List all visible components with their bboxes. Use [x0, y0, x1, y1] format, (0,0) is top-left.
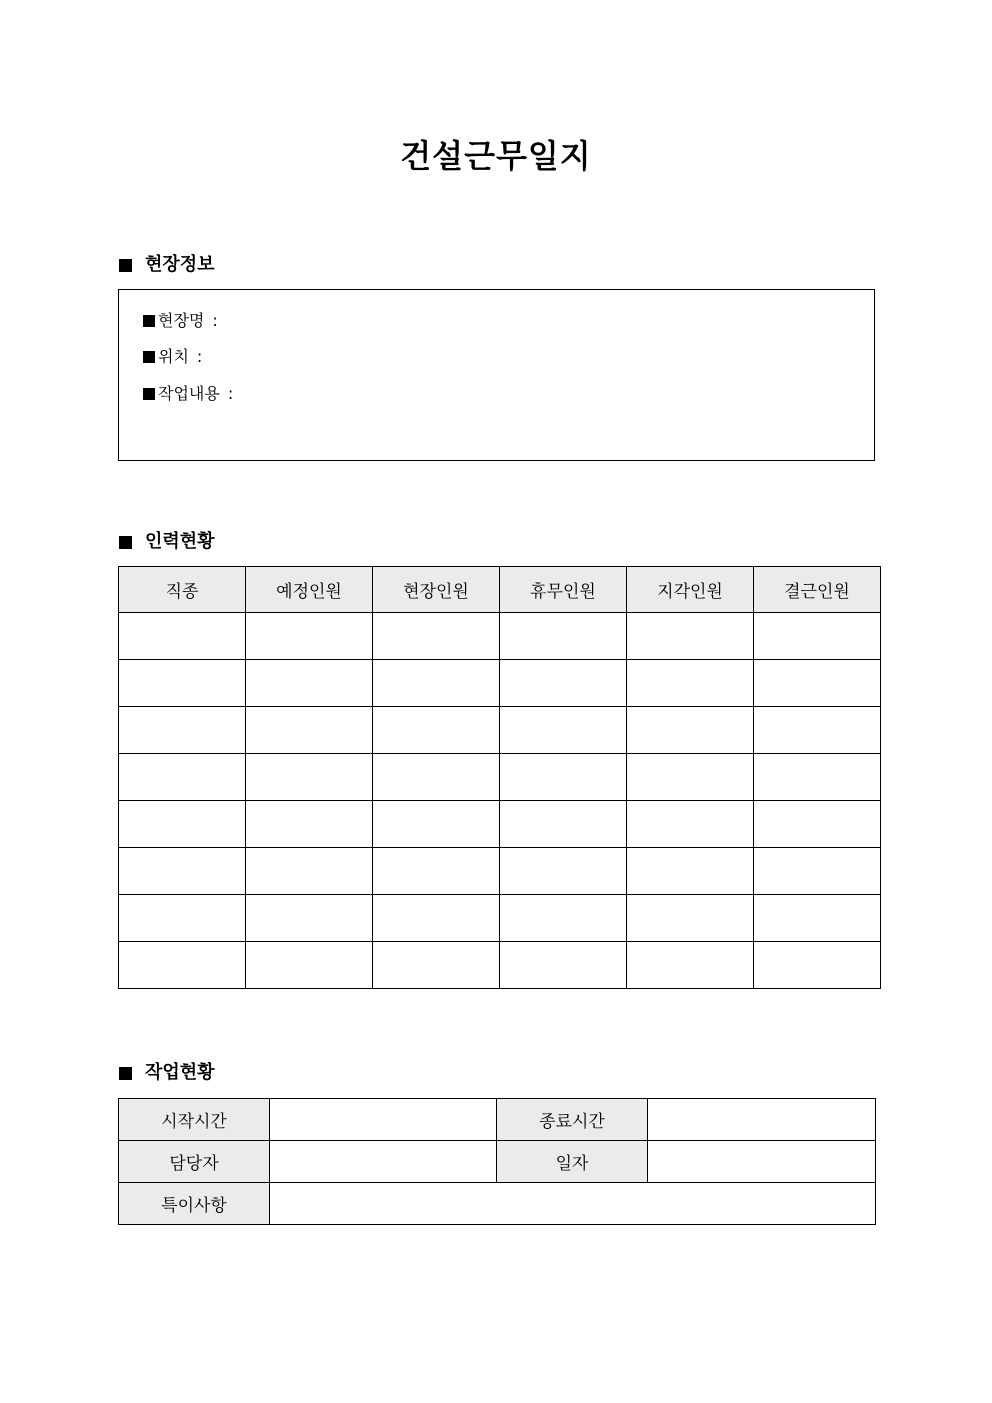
black-square-icon — [119, 536, 132, 549]
table-cell[interactable] — [246, 754, 373, 801]
table-cell[interactable] — [627, 754, 754, 801]
table-cell[interactable] — [500, 942, 627, 989]
table-cell[interactable] — [754, 848, 881, 895]
table-row — [119, 801, 881, 848]
table-cell[interactable] — [754, 801, 881, 848]
table-cell[interactable] — [754, 942, 881, 989]
table-cell[interactable] — [627, 707, 754, 754]
black-square-icon — [143, 315, 155, 327]
table-cell[interactable] — [246, 707, 373, 754]
column-header-planned: 예정인원 — [246, 567, 373, 613]
site-info-box — [118, 289, 875, 461]
table-cell[interactable] — [754, 707, 881, 754]
column-header-off-duty: 휴무인원 — [500, 567, 627, 613]
work-content-colon: : — [227, 384, 234, 403]
table-cell[interactable] — [373, 942, 500, 989]
black-square-icon — [143, 351, 155, 363]
table-cell[interactable] — [373, 660, 500, 707]
column-header-job-type: 직종 — [119, 567, 246, 613]
table-cell[interactable] — [500, 848, 627, 895]
site-info-heading-label: 현장정보 — [145, 254, 215, 275]
table-header-row — [119, 567, 881, 613]
black-square-icon — [143, 388, 155, 400]
table-cell[interactable] — [246, 801, 373, 848]
notes-cell[interactable] — [270, 1183, 876, 1225]
column-header-on-site: 현장인원 — [373, 567, 500, 613]
table-cell[interactable] — [119, 707, 246, 754]
table-cell[interactable] — [119, 613, 246, 660]
page-title: 건설근무일지 — [400, 137, 592, 175]
table-cell[interactable] — [754, 895, 881, 942]
work-content-label: 작업내용 — [158, 384, 220, 403]
start-time-cell[interactable] — [270, 1099, 497, 1141]
table-cell[interactable] — [373, 707, 500, 754]
location-label: 위치 — [158, 347, 189, 366]
table-cell[interactable] — [627, 660, 754, 707]
table-cell[interactable] — [754, 754, 881, 801]
notes-label: 특이사항 — [119, 1183, 270, 1225]
manpower-heading — [119, 530, 215, 554]
table-cell[interactable] — [373, 895, 500, 942]
table-cell[interactable] — [627, 895, 754, 942]
table-cell[interactable] — [500, 754, 627, 801]
black-square-icon — [119, 259, 132, 272]
site-name-label: 현장명 — [158, 311, 205, 330]
table-row — [119, 942, 881, 989]
date-label: 일자 — [497, 1141, 648, 1183]
manpower-heading-label: 인력현황 — [145, 531, 215, 552]
table-cell[interactable] — [373, 754, 500, 801]
end-time-cell[interactable] — [648, 1099, 876, 1141]
date-cell[interactable] — [648, 1141, 876, 1183]
manpower-table-body — [119, 613, 881, 989]
table-cell[interactable] — [500, 801, 627, 848]
table-cell[interactable] — [627, 801, 754, 848]
table-cell[interactable] — [246, 942, 373, 989]
end-time-label: 종료시간 — [497, 1099, 648, 1141]
site-info-heading — [119, 253, 215, 277]
location-field[interactable] — [143, 346, 202, 368]
site-name-colon: : — [212, 311, 218, 330]
table-cell[interactable] — [373, 613, 500, 660]
table-cell[interactable] — [627, 613, 754, 660]
table-row — [119, 1183, 876, 1225]
table-cell[interactable] — [754, 613, 881, 660]
table-row — [119, 707, 881, 754]
table-cell[interactable] — [627, 848, 754, 895]
table-row — [119, 660, 881, 707]
table-cell[interactable] — [500, 660, 627, 707]
start-time-label: 시작시간 — [119, 1099, 270, 1141]
site-name-field[interactable] — [143, 310, 218, 332]
location-colon: : — [196, 347, 203, 366]
table-row — [119, 848, 881, 895]
table-row — [119, 1099, 876, 1141]
manager-cell[interactable] — [270, 1141, 497, 1183]
table-cell[interactable] — [500, 613, 627, 660]
column-header-late: 지각인원 — [627, 567, 754, 613]
table-cell[interactable] — [627, 942, 754, 989]
table-cell[interactable] — [119, 848, 246, 895]
table-cell[interactable] — [246, 848, 373, 895]
work-content-field[interactable] — [143, 383, 233, 405]
manager-label: 담당자 — [119, 1141, 270, 1183]
black-square-icon — [119, 1067, 132, 1080]
table-cell[interactable] — [119, 754, 246, 801]
column-header-absent: 결근인원 — [754, 567, 881, 613]
table-cell[interactable] — [119, 660, 246, 707]
table-cell[interactable] — [119, 801, 246, 848]
table-cell[interactable] — [500, 707, 627, 754]
table-cell[interactable] — [246, 660, 373, 707]
table-row — [119, 754, 881, 801]
table-cell[interactable] — [119, 895, 246, 942]
work-status-heading — [119, 1061, 215, 1085]
table-cell[interactable] — [246, 895, 373, 942]
work-status-table — [118, 1098, 876, 1225]
table-cell[interactable] — [373, 848, 500, 895]
table-row — [119, 1141, 876, 1183]
table-cell[interactable] — [754, 660, 881, 707]
manpower-table — [118, 566, 881, 989]
table-cell[interactable] — [119, 942, 246, 989]
work-status-heading-label: 작업현황 — [145, 1062, 215, 1083]
table-cell[interactable] — [373, 801, 500, 848]
table-cell[interactable] — [246, 613, 373, 660]
table-cell[interactable] — [500, 895, 627, 942]
table-row — [119, 613, 881, 660]
table-row — [119, 895, 881, 942]
